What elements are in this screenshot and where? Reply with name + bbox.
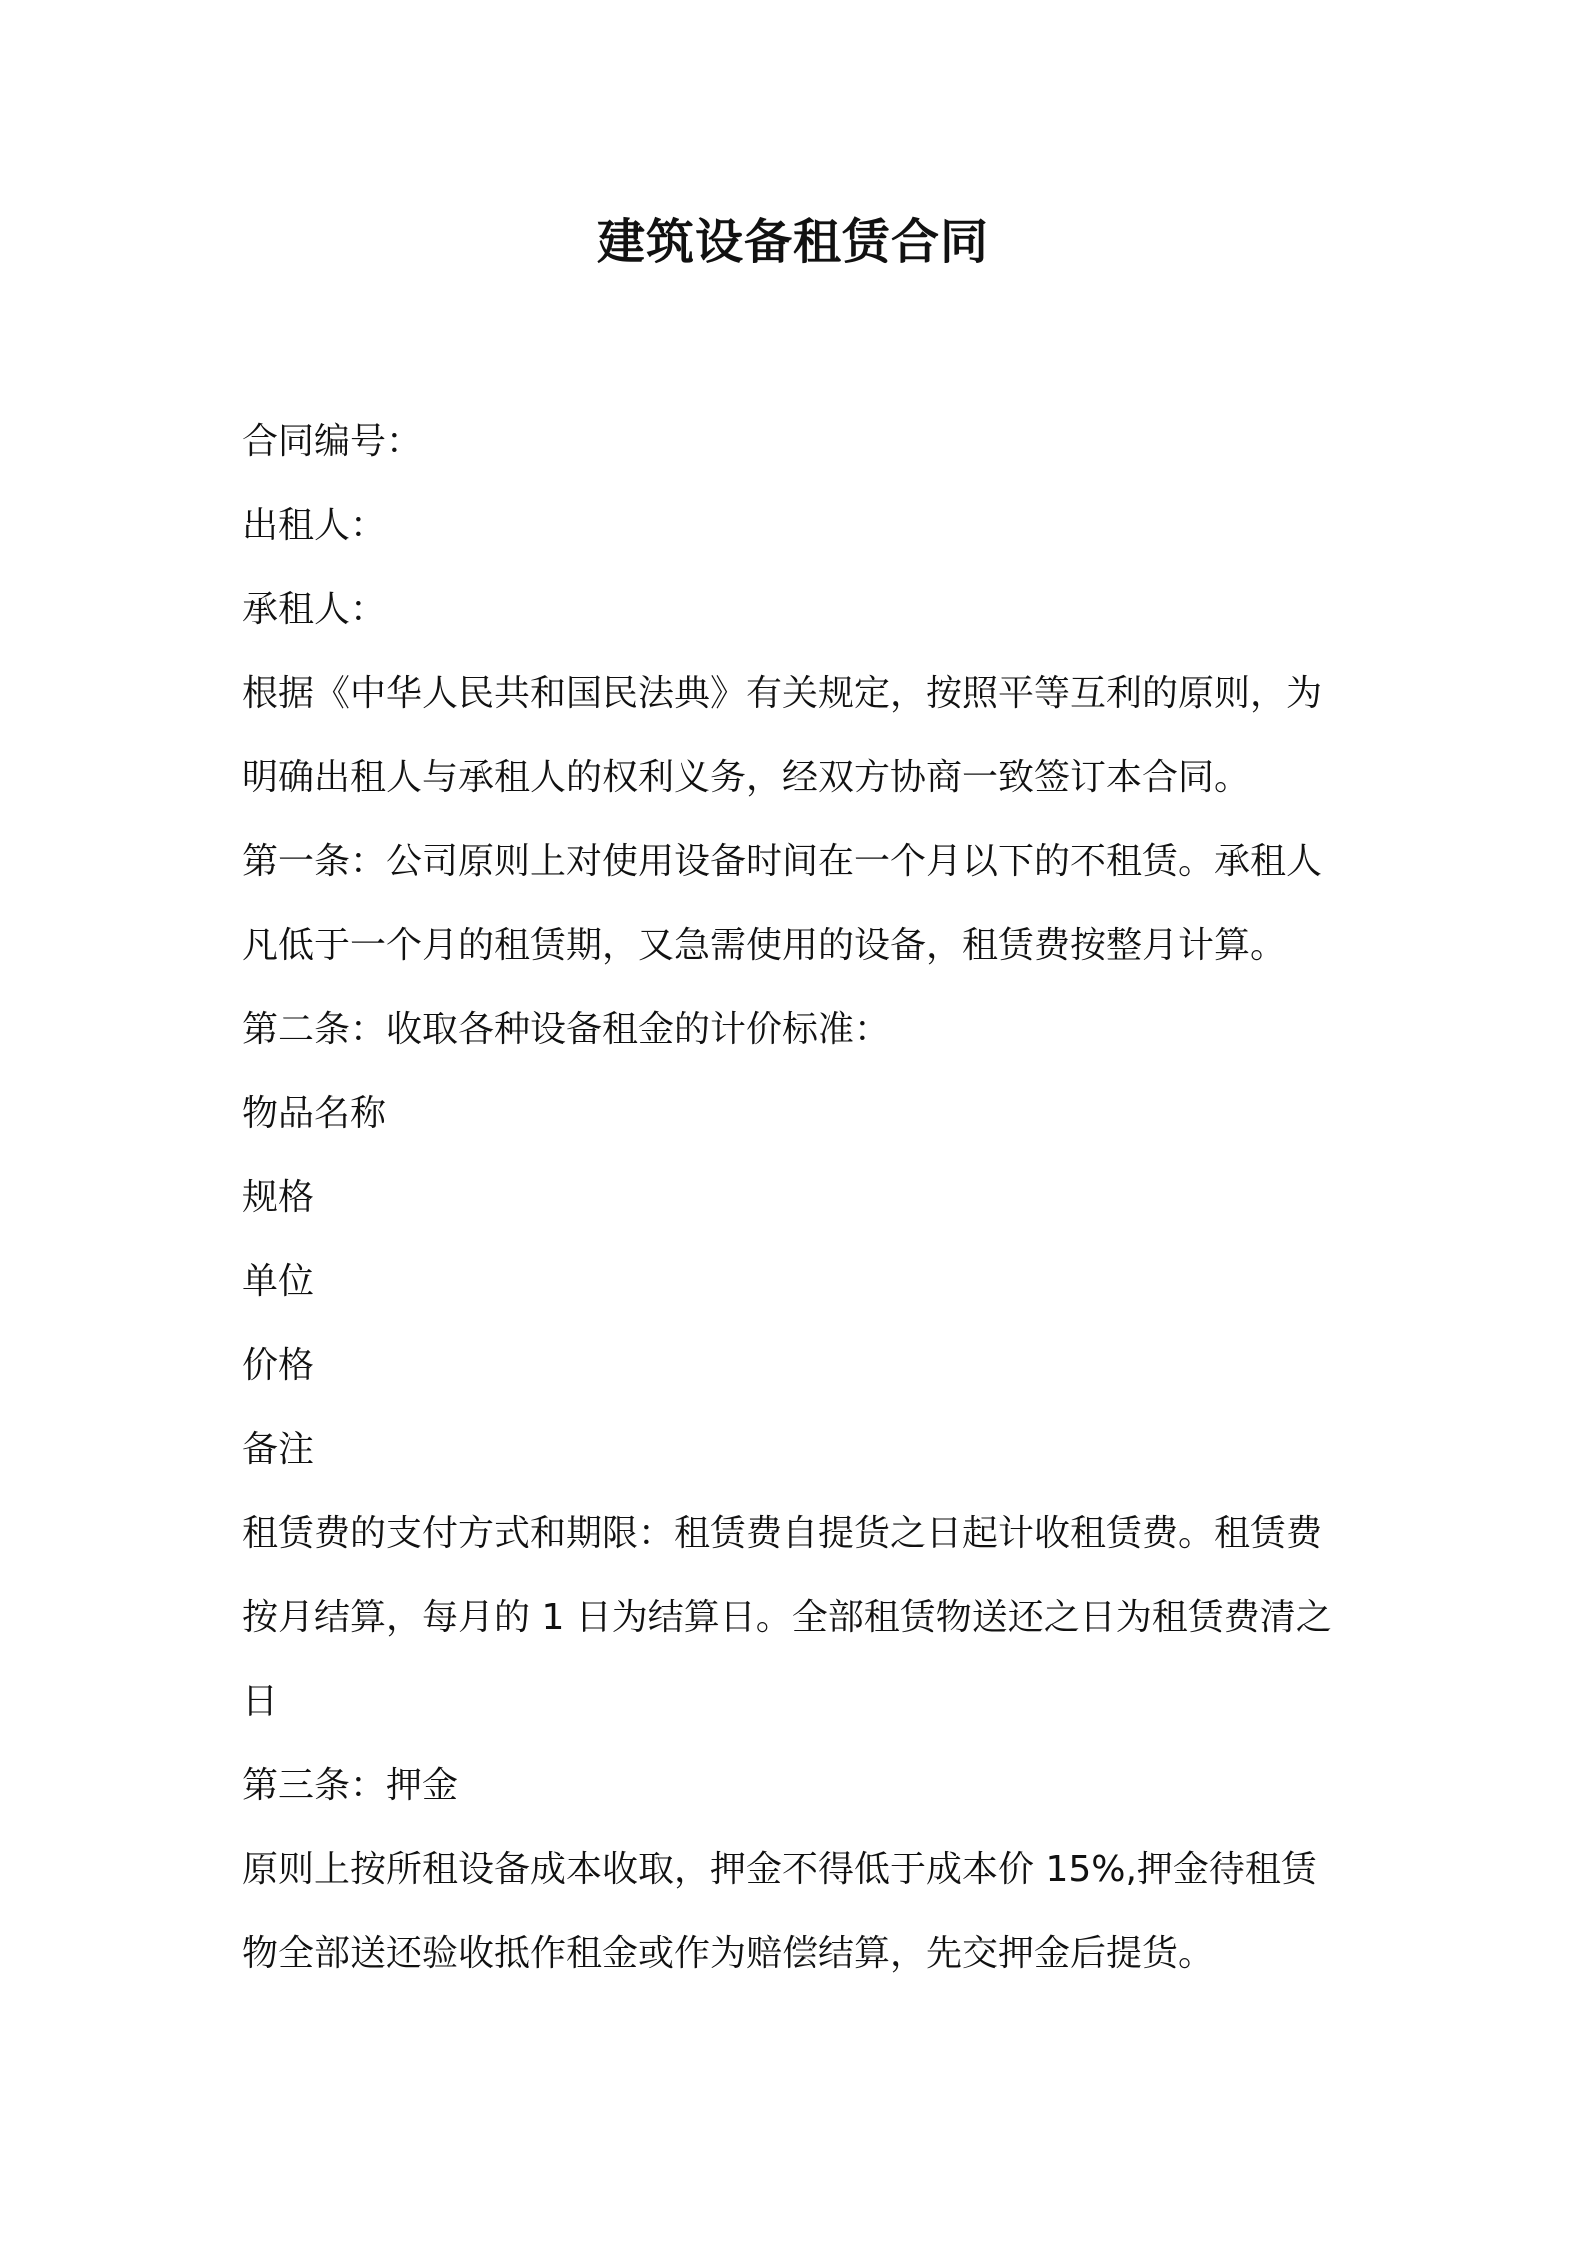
document-title: 建筑设备租赁合同 [596,214,989,270]
preamble-line-2: 明确出租人与承租人的权利义务，经双方协商一致签订本合同。 [242,757,1251,798]
article-2-heading: 第二条：收取各种设备租金的计价标准： [242,1009,891,1050]
lessee-line: 承租人： [242,589,387,630]
article-1-line-1: 第一条：公司原则上对使用设备时间在一个月以下的不租赁。承租人 [242,841,1323,882]
lessor-line: 出租人： [242,505,387,546]
item-name-label: 物品名称 [242,1093,387,1134]
article-3-heading: 第三条：押金 [242,1765,459,1806]
spec-label: 规格 [242,1177,315,1218]
deposit-line-1: 原则上按所租设备成本收取，押金不得低于成本价 15%,押金待租赁 [242,1849,1317,1890]
price-label: 价格 [242,1345,315,1386]
document-body [242,400,1362,1996]
payment-line-3: 日 [242,1681,279,1722]
article-1-line-2: 凡低于一个月的租赁期，又急需使用的设备，租赁费按整月计算。 [242,925,1287,966]
preamble-line-1: 根据《中华人民共和国民法典》有关规定，按照平等互利的原则，为 [242,673,1323,714]
deposit-line-2: 物全部送还验收抵作租金或作为赔偿结算，先交押金后提货。 [242,1933,1215,1974]
contract-number-line: 合同编号： [242,421,423,462]
payment-line-2: 按月结算，每月的 1 日为结算日。全部租赁物送还之日为租赁费清之 [242,1597,1332,1638]
remarks-label: 备注 [242,1429,315,1470]
unit-label: 单位 [242,1261,315,1302]
payment-line-1: 租赁费的支付方式和期限：租赁费自提货之日起计收租赁费。租赁费 [242,1513,1323,1554]
